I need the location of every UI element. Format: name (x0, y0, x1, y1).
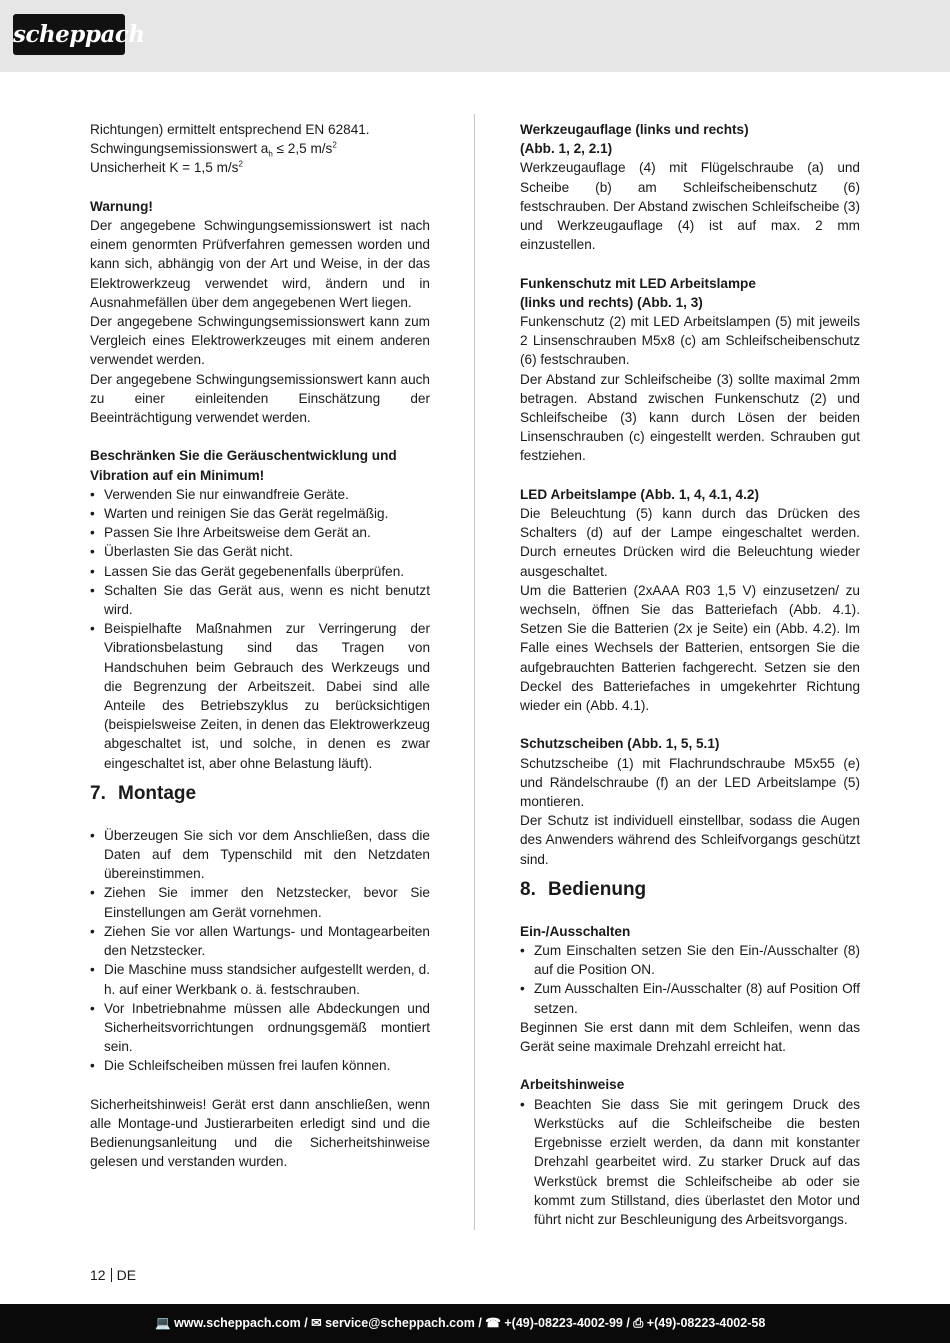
fax-number: +(49)-08223-4002-58 (646, 1316, 766, 1330)
list-item: • Beispielhafte Maßnahmen zur Verringerung der Vibrationsbelastung sind das Tragen von Handschuhen beim Gebrauch des Werkzeugs und die Begrenzung der Arbeitszeit. Dabei sind alle Anteile des Betriebszyklus zu berücksichtigen (beispielsweise Zeiten, in denen das Elektrowerkzeug abgeschaltet ist, und solche, in denen es zwar eingeschaltet ist, aber ohne Belastung läuft). (90, 619, 430, 773)
warning-paragraph: Der angegebene Schwingungsemissionswert ist nach einem genormten Prüfverfahren gemessen worden und kann sich, abhängig von der Art und Weise, in der das Elektrowerkzeug verwendet wird, ändern und in Ausnahmefällen über dem angegebenen Wert liegen. (90, 218, 430, 310)
list-item: • Vor Inbetriebnahme müssen alle Abdeckungen und Sicherheitsvorrichtungen ordnungsgemäß montiert sein. (90, 999, 430, 1057)
fax-icon: ⎙ (633, 1316, 644, 1330)
vibration-value: Schwingungsemissionswert $a_h \le 2,5$ $m/s^2$ (90, 140, 337, 159)
computer-icon: 💻 (155, 1316, 171, 1330)
section-heading-bedienung: 8. Bedienung (520, 878, 647, 900)
intro-line: Richtungen) ermittelt entsprechend EN 62841. (90, 122, 370, 137)
warning-paragraph: Der angegebene Schwingungsemissionswert kann auch zu einer einleitenden Einschätzung der Beeinträchtigung verwendet werden. (90, 371, 430, 426)
right-column (520, 120, 860, 1229)
list-item: • Warten und reinigen Sie das Gerät regelmäßig. (90, 504, 430, 523)
list-item: • Ziehen Sie vor allen Wartungs- und Montagearbeiten den Netzstecker. (90, 922, 430, 960)
spark-guard-paragraph: Der Abstand zur Schleifscheibe (3) sollte maximal 2mm betragen. Abstand zwischen Funkenschutz (2) und Schleifscheibe (3) kann durch Lösen der beiden Linsenschrauben (c) eingestellt werden. Schrauben gut festziehen. (520, 371, 860, 464)
column-divider (474, 114, 475, 1230)
list-item: • Die Maschine muss standsicher aufgestellt werden, d. h. auf einer Werkbank o. ä. festschrauben. (90, 960, 430, 998)
spark-guard-heading: Funkenschutz mit LED Arbeitslampe (520, 275, 756, 291)
scheppach-logo: scheppach (13, 14, 125, 55)
led-lamp-paragraph: Um die Batterien (2xAAA R03 1,5 V) einzusetzen/ zu wechseln, öffnen Sie das Batteriefach (Abb. 4.1). Setzen Sie die Batterien (2x je Seite) ein (Abb. 4.2). Im Falle eines Wechsels der Batterien, entsorgen Sie die aufgebrauchten Batterien fachgerecht. Setzen sie den Deckel des Batteriefaches in umgekehrter Richtung wieder ein (Abb. 4.1). (520, 582, 860, 714)
spark-guard-heading-2: (links und rechts) (Abb. 1, 3) (520, 294, 703, 310)
list-item: • Lassen Sie das Gerät gegebenenfalls überprüfen. (90, 562, 430, 581)
list-item: • Die Schleifscheiben müssen frei laufen können. (90, 1056, 430, 1075)
list-item: • Passen Sie Ihre Arbeitsweise dem Gerät an. (90, 523, 430, 542)
limit-heading: Beschränken Sie die Geräuschentwicklung und (90, 448, 397, 464)
list-item: • Schalten Sie das Gerät aus, wenn es nicht benutzt wird. (90, 581, 430, 619)
page-header (0, 0, 950, 72)
tool-rest-heading-2: (Abb. 1, 2, 2.1) (520, 141, 613, 157)
on-off-list (520, 941, 860, 1018)
tool-rest-text: Werkzeugauflage (4) mit Flügelschraube (a) und Scheibe (b) am Schleifscheibenschutz (6) festschrauben. Der Abstand zwischen Schleifscheibe (3) und Werkzeugauflage (4) ist auf max. 2 mm einzustellen. (520, 160, 860, 253)
phone-number: +(49)-08223-4002-99 (504, 1316, 623, 1330)
led-lamp-paragraph: Die Beleuchtung (5) kann durch das Drücken des Schalters (d) auf der Lampe eingeschaltet werden. Durch erneutes Drücken wird die Beleuchtung wieder ausgeschaltet. (520, 506, 860, 579)
list-item: • Zum Einschalten setzen Sie den Ein-/Ausschalter (8) auf die Position ON. (520, 941, 860, 979)
led-lamp-heading: LED Arbeitslampe (Abb. 1, 4, 4.1, 4.2) (520, 486, 759, 502)
email-icon: ✉ (311, 1316, 322, 1330)
left-column (90, 120, 430, 1172)
warning-heading: Warnung! (90, 198, 153, 214)
work-notes-heading: Arbeitshinweise (520, 1077, 625, 1093)
list-item: • Verwenden Sie nur einwandfreie Geräte. (90, 485, 430, 504)
montage-list (90, 826, 430, 1076)
page-footer: 💻 www.scheppach.com / ✉ service@scheppach.com / ☎ +(49)-08223-4002-99 / ⎙ +(49)-08223-4002-58 (0, 1304, 950, 1343)
safety-note: Sicherheitshinweis! Gerät erst dann anschließen, wenn alle Montage-und Justierarbeiten erledigt sind und die Bedienungsanleitung und die Sicherheitshinweise gelesen und verstanden wurden. (90, 1096, 430, 1170)
page-number: 12 DE (90, 1267, 137, 1283)
list-item: • Ziehen Sie immer den Netzstecker, bevor Sie Einstellungen am Gerät vornehmen. (90, 883, 430, 921)
limit-list (90, 485, 430, 773)
limit-heading-2: Vibration auf ein Minimum! (90, 467, 265, 483)
warning-paragraph: Der angegebene Schwingungsemissionswert kann zum Vergleich eines Elektrowerkzeuges mit einem anderen verwendet werden. (90, 314, 430, 368)
list-item: • Beachten Sie dass Sie mit geringem Druck des Werkstücks auf die Schleifscheibe die besten Ergebnisse erzielt werden, da dann mit konstanter Drehzahl gearbeitet wird. Zu starker Druck auf das Werkstück bremst die Schleifscheibe ab oder sie kommt zum Stillstand, dies überlastet den Motor und führt nicht zur Beschleunigung des Arbeitsvorgangs. (520, 1095, 860, 1229)
list-item: • Zum Ausschalten Ein-/Ausschalter (8) auf Position Off setzen. (520, 979, 860, 1017)
shield-paragraph: Schutzscheibe (1) mit Flachrundschraube M5x55 (e) und Rändelschraube (f) an der LED Arbeitslampe (5) montieren. (520, 755, 860, 810)
list-item: • Überzeugen Sie sich vor dem Anschließen, dass die Daten auf dem Typenschild mit den Netzdaten übereinstimmen. (90, 826, 430, 884)
on-off-text: Beginnen Sie erst dann mit dem Schleifen, wenn das Gerät seine maximale Drehzahl erreicht hat. (520, 1019, 860, 1055)
spark-guard-paragraph: Funkenschutz (2) mit LED Arbeitslampen (5) mit jeweils 2 Linsenschrauben M5x8 (c) am Schleifscheibenschutz (6) festschrauben. (520, 314, 860, 368)
on-off-heading: Ein-/Ausschalten (520, 923, 631, 939)
shield-paragraph: Der Schutz ist individuell einstellbar, sodass die Augen des Anwenders während des Schleifvorgangs geschützt sind. (520, 813, 860, 867)
section-heading-montage: 7. Montage (90, 782, 197, 804)
website-link[interactable]: www.scheppach.com (174, 1316, 301, 1330)
shield-heading: Schutzscheiben (Abb. 1, 5, 5.1) (520, 736, 720, 752)
tool-rest-heading: Werkzeugauflage (links und rechts) (520, 122, 749, 137)
list-item: • Überlasten Sie das Gerät nicht. (90, 542, 430, 561)
work-notes-list (520, 1095, 860, 1229)
phone-icon: ☎ (485, 1316, 501, 1330)
email-link[interactable]: service@scheppach.com (325, 1316, 475, 1330)
uncertainty-value: Unsicherheit K = 1,5 $m/s^2$ (90, 159, 243, 176)
